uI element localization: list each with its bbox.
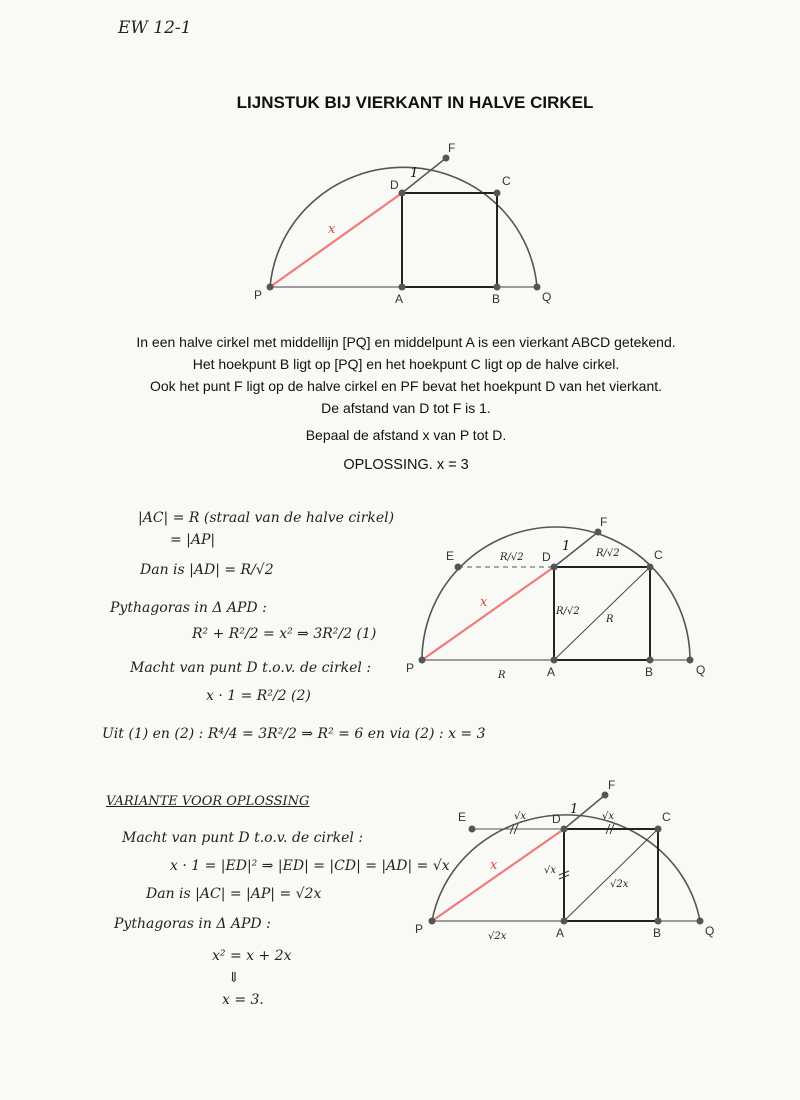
segment-PD — [270, 193, 402, 287]
hw-line: Uit (1) en (2) : R⁴/4 = 3R²/2 ⇒ R² = 6 en via (2) : x = 3 — [102, 726, 486, 742]
label-E: E — [458, 810, 467, 824]
segment-DF — [402, 158, 446, 193]
label-ED: √x — [514, 811, 527, 822]
label-DF-length: 1 — [570, 802, 579, 817]
problem-line: Het hoekpunt B ligt op [PQ] en het hoekpunt C ligt op de halve cirkel. — [192, 356, 620, 372]
label-D: D — [552, 812, 561, 826]
figure-1 — [240, 135, 570, 310]
hw-line: Macht van punt D t.o.v. de cirkel : — [122, 830, 364, 846]
label-P: P — [254, 288, 263, 302]
label-A: A — [547, 665, 556, 679]
label-D: D — [542, 550, 551, 564]
label-PD-length: x — [480, 595, 488, 610]
hw-line: = |AP| — [170, 532, 216, 548]
label-PA: R — [498, 670, 506, 681]
label-PD-length: x — [490, 858, 498, 873]
variant-heading: VARIANTE VOOR OPLOSSING — [106, 794, 310, 809]
hw-line: ⇓ — [228, 970, 240, 986]
label-P: P — [415, 922, 424, 936]
problem-line: De afstand van D tot F is 1. — [321, 400, 491, 416]
label-A: A — [395, 292, 404, 306]
problem-statement — [0, 331, 800, 419]
label-C: C — [662, 810, 671, 824]
label-Q: Q — [705, 924, 715, 938]
label-PA: √2x — [488, 931, 507, 942]
label-DF-length: 1 — [410, 166, 419, 181]
figure-3 — [410, 775, 720, 945]
hw-line: x · 1 = R²/2 (2) — [206, 688, 311, 704]
hw-line: Dan is |AD| = R/√2 — [140, 562, 274, 578]
hw-line: x · 1 = |ED|² ⇒ |ED| = |CD| = |AD| = √x — [170, 858, 450, 874]
label-AC: √2x — [610, 879, 629, 890]
hw-line: Pythagoras in Δ APD : — [110, 600, 267, 616]
page-title: LIJNSTUK BIJ VIERKANT IN HALVE CIRKEL — [236, 93, 594, 112]
problem-line: Ook het punt F ligt op de halve cirkel en PF bevat het hoekpunt D van het vierkant. — [149, 378, 663, 394]
label-C: C — [654, 548, 663, 562]
problem-line: In een halve cirkel met middellijn [PQ] en middelpunt A is een vierkant ABCD getekend. — [136, 334, 676, 350]
label-DF-side: R/√2 — [596, 548, 620, 559]
hw-line: R² + R²/2 = x² ⇒ 3R²/2 (1) — [192, 626, 377, 642]
question: Bepaal de afstand x van P tot D. — [305, 427, 507, 443]
label-F: F — [600, 515, 608, 529]
label-DF-length: 1 — [562, 539, 571, 554]
label-C: C — [502, 174, 511, 188]
solution-answer: OPLOSSING. x = 3 — [343, 457, 469, 473]
hw-line: Pythagoras in Δ APD : — [114, 916, 271, 932]
label-B: B — [653, 926, 662, 940]
label-E: E — [446, 549, 455, 563]
label-DF-side: √x — [602, 811, 615, 822]
label-F: F — [448, 141, 456, 155]
label-B: B — [492, 292, 501, 306]
hw-line: Macht van punt D t.o.v. de cirkel : — [130, 660, 372, 676]
segment-DF — [554, 532, 598, 567]
label-Q: Q — [696, 663, 706, 677]
label-D: D — [390, 178, 399, 192]
label-F: F — [608, 778, 616, 792]
label-AD: √x — [544, 865, 557, 876]
label-PD-length: x — [328, 222, 336, 237]
square-ABCD — [402, 193, 497, 287]
label-B: B — [645, 665, 654, 679]
label-Q: Q — [542, 290, 552, 304]
hw-line: x = 3. — [222, 992, 264, 1008]
diagonal-AC — [564, 829, 658, 921]
hw-line: Dan is |AC| = |AP| = √2x — [146, 886, 322, 902]
label-A: A — [556, 926, 565, 940]
figure-2 — [400, 510, 710, 685]
label-AC: R — [606, 614, 614, 625]
label-AD: R/√2 — [556, 606, 580, 617]
hw-line: x² = x + 2x — [212, 948, 292, 964]
segment-PD — [422, 567, 554, 660]
page-code: EW 12-1 — [118, 18, 192, 38]
hw-line: |AC| = R (straal van de halve cirkel) — [138, 510, 395, 526]
label-ED: R/√2 — [500, 552, 524, 563]
label-P: P — [406, 661, 415, 675]
